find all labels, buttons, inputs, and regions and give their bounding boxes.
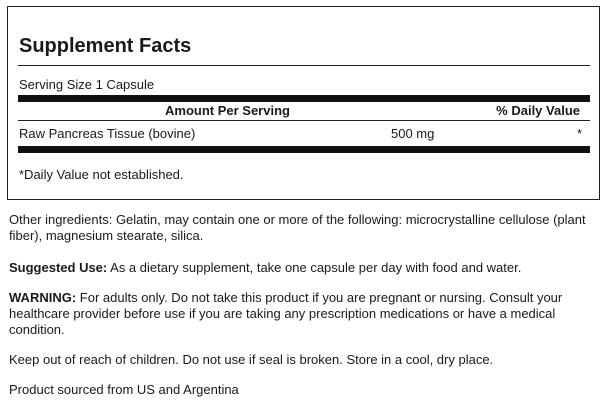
serving-size: Serving Size 1 Capsule bbox=[19, 77, 155, 92]
divider-thin bbox=[18, 65, 590, 66]
suggested-use-text: As a dietary supplement, take one capsule per day with food and water. bbox=[107, 260, 522, 275]
storage-instructions: Keep out of reach of children. Do not use if seal is broken. Store in a cool, dry place. bbox=[9, 352, 494, 367]
divider-thick bbox=[18, 146, 590, 153]
ingredient-daily-value: * bbox=[576, 126, 582, 141]
warning-label: WARNING: bbox=[9, 290, 77, 305]
facts-title: Supplement Facts bbox=[19, 35, 192, 57]
divider-thin bbox=[18, 120, 590, 121]
other-ingredients: Other ingredients: Gelatin, may contain one or more of the following: microcrystalline cellulose (plant fiber), magnesium stearate, silica. bbox=[9, 212, 586, 243]
ingredient-name: Raw Pancreas Tissue (bovine) bbox=[19, 126, 196, 141]
header-amount-per-serving: Amount Per Serving bbox=[165, 103, 290, 118]
divider-thick bbox=[18, 95, 590, 102]
ingredient-amount: 500 mg bbox=[391, 126, 435, 141]
header-daily-value: % Daily Value bbox=[496, 103, 580, 118]
suggested-use-label: Suggested Use: bbox=[9, 260, 108, 275]
warning-text: For adults only. Do not take this product if you are pregnant or nursing. Consult your healthcare provider before use if you are taking any prescription medications or have a medical condition. bbox=[9, 290, 563, 337]
product-source: Product sourced from US and Argentina bbox=[9, 382, 239, 397]
warning bbox=[9, 290, 599, 338]
daily-value-footnote: *Daily Value not established. bbox=[19, 167, 184, 182]
suggested-use bbox=[9, 260, 599, 276]
supplement-facts-panel bbox=[7, 6, 600, 200]
